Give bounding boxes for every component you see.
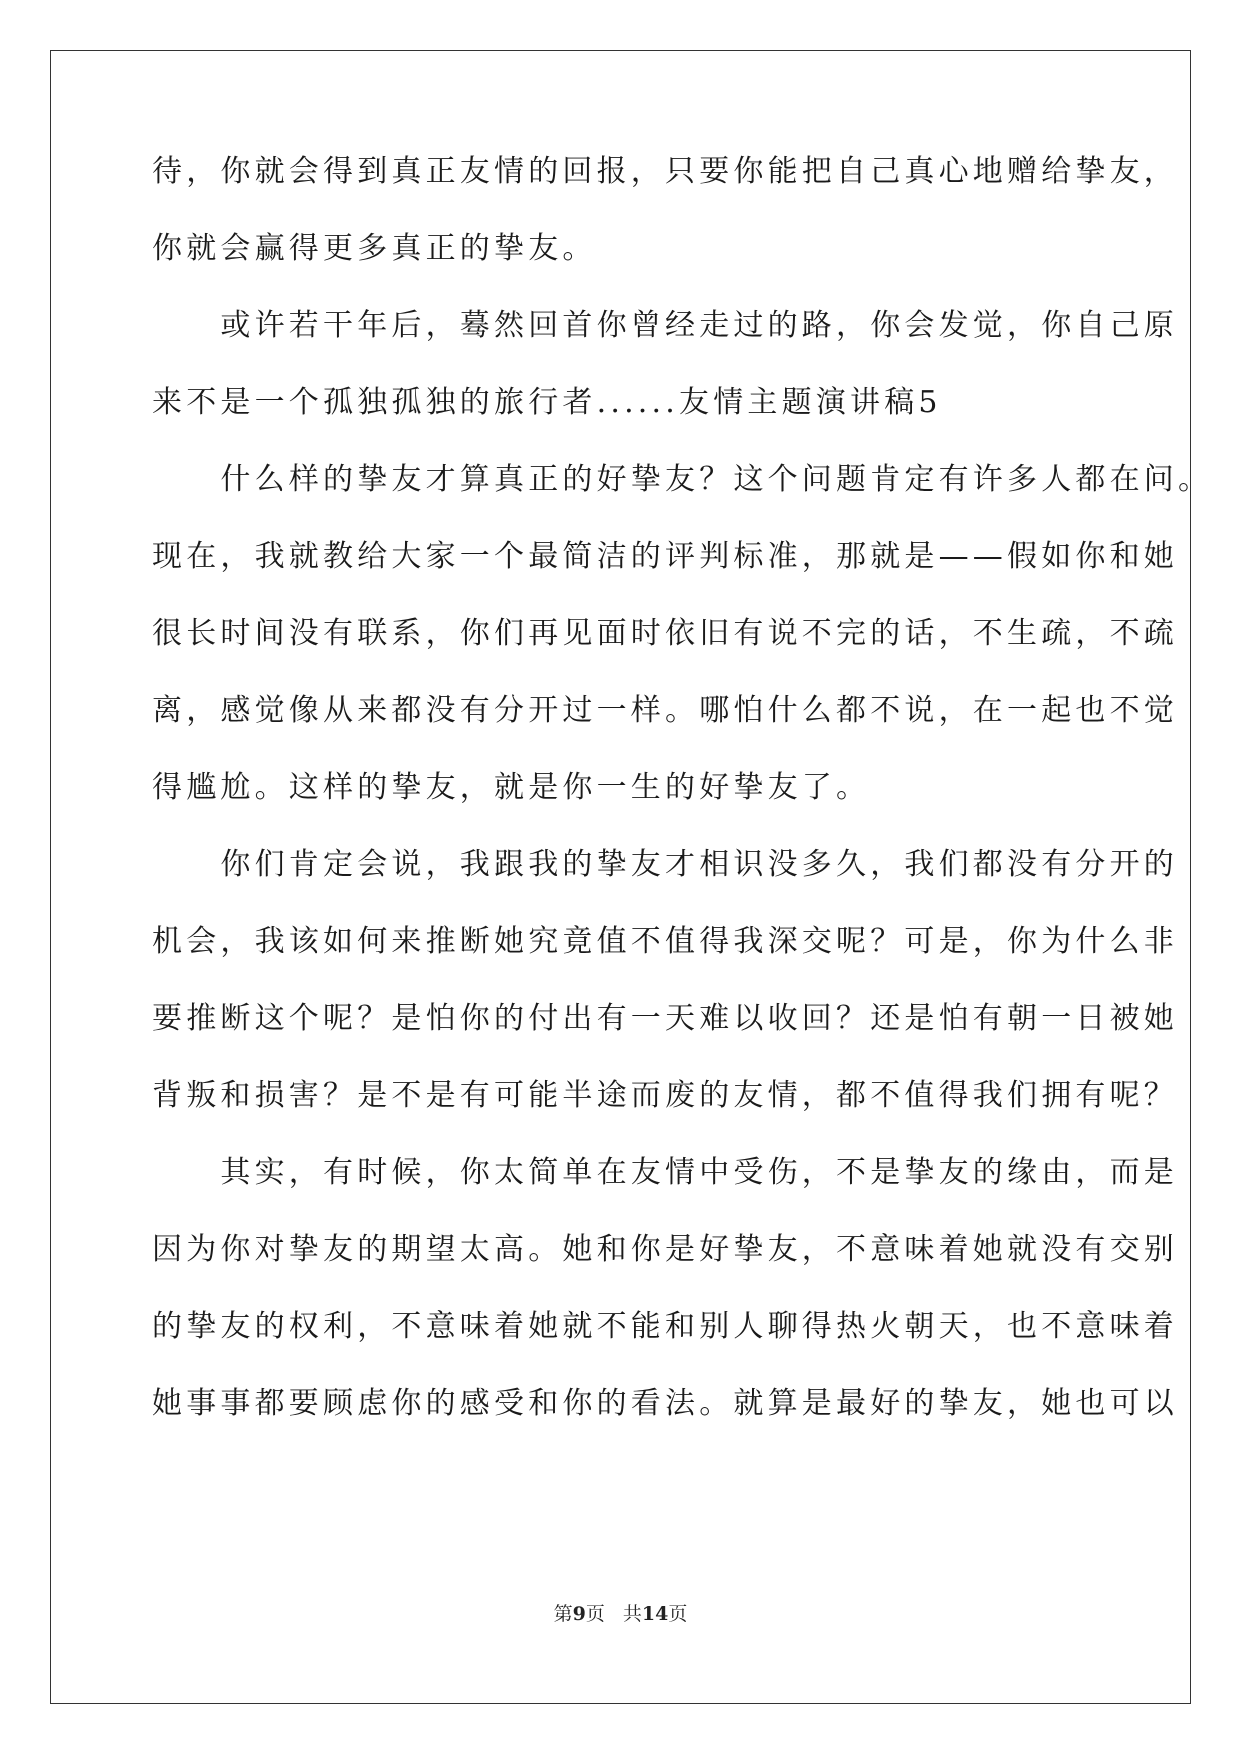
page-total: 14 (641, 1603, 669, 1625)
text-line: 的挚友的权利，不意味着她就不能和别人聊得热火朝天，也不意味着 (152, 1309, 1178, 1344)
text-line: 现在，我就教给大家一个最简洁的评判标准，那就是——假如你和她 (152, 539, 1178, 574)
text-line: 机会，我该如何来推断她究竟值不值得我深交呢？可是，你为什么非 (152, 924, 1178, 959)
page-current: 9 (572, 1603, 586, 1625)
text-line: 你就会赢得更多真正的挚友。 (152, 231, 597, 266)
text-line: 你们肯定会说，我跟我的挚友才相识没多久，我们都没有分开的 (152, 847, 1178, 882)
page-prefix: 第 (553, 1603, 573, 1625)
text-line: 其实，有时候，你太简单在友情中受伤，不是挚友的缘由，而是 (152, 1155, 1178, 1190)
text-line: 很长时间没有联系，你们再见面时依旧有说不完的话，不生疏，不疏 (152, 616, 1178, 651)
text-line: 背叛和损害？是不是有可能半途而废的友情，都不值得我们拥有呢？ (152, 1078, 1178, 1113)
page-suffix: 页 (585, 1603, 605, 1625)
text-line: 因为你对挚友的期望太高。她和你是好挚友，不意味着她就没有交别 (152, 1232, 1178, 1267)
total-suffix: 页 (668, 1603, 688, 1625)
text-line: 要推断这个呢？是怕你的付出有一天难以收回？还是怕有朝一日被她 (152, 1001, 1178, 1036)
text-line: 离，感觉像从来都没有分开过一样。哪怕什么都不说，在一起也不觉 (152, 693, 1178, 728)
page-footer (0, 1602, 1241, 1626)
text-line: 什么样的挚友才算真正的好挚友？这个问题肯定有许多人都在问。 (152, 462, 1213, 497)
text-line: 她事事都要顾虑你的感受和你的看法。就算是最好的挚友，她也可以 (152, 1386, 1178, 1421)
total-prefix: 共 (622, 1603, 642, 1625)
text-line: 或许若干年后，蓦然回首你曾经走过的路，你会发觉，你自己原 (152, 308, 1178, 343)
text-line: 得尴尬。这样的挚友，就是你一生的好挚友了。 (152, 770, 871, 805)
text-line: 来不是一个孤独孤独的旅行者......友情主题演讲稿5 (152, 385, 942, 420)
text-line: 待，你就会得到真正友情的回报，只要你能把自己真心地赠给挚友， (152, 154, 1178, 189)
